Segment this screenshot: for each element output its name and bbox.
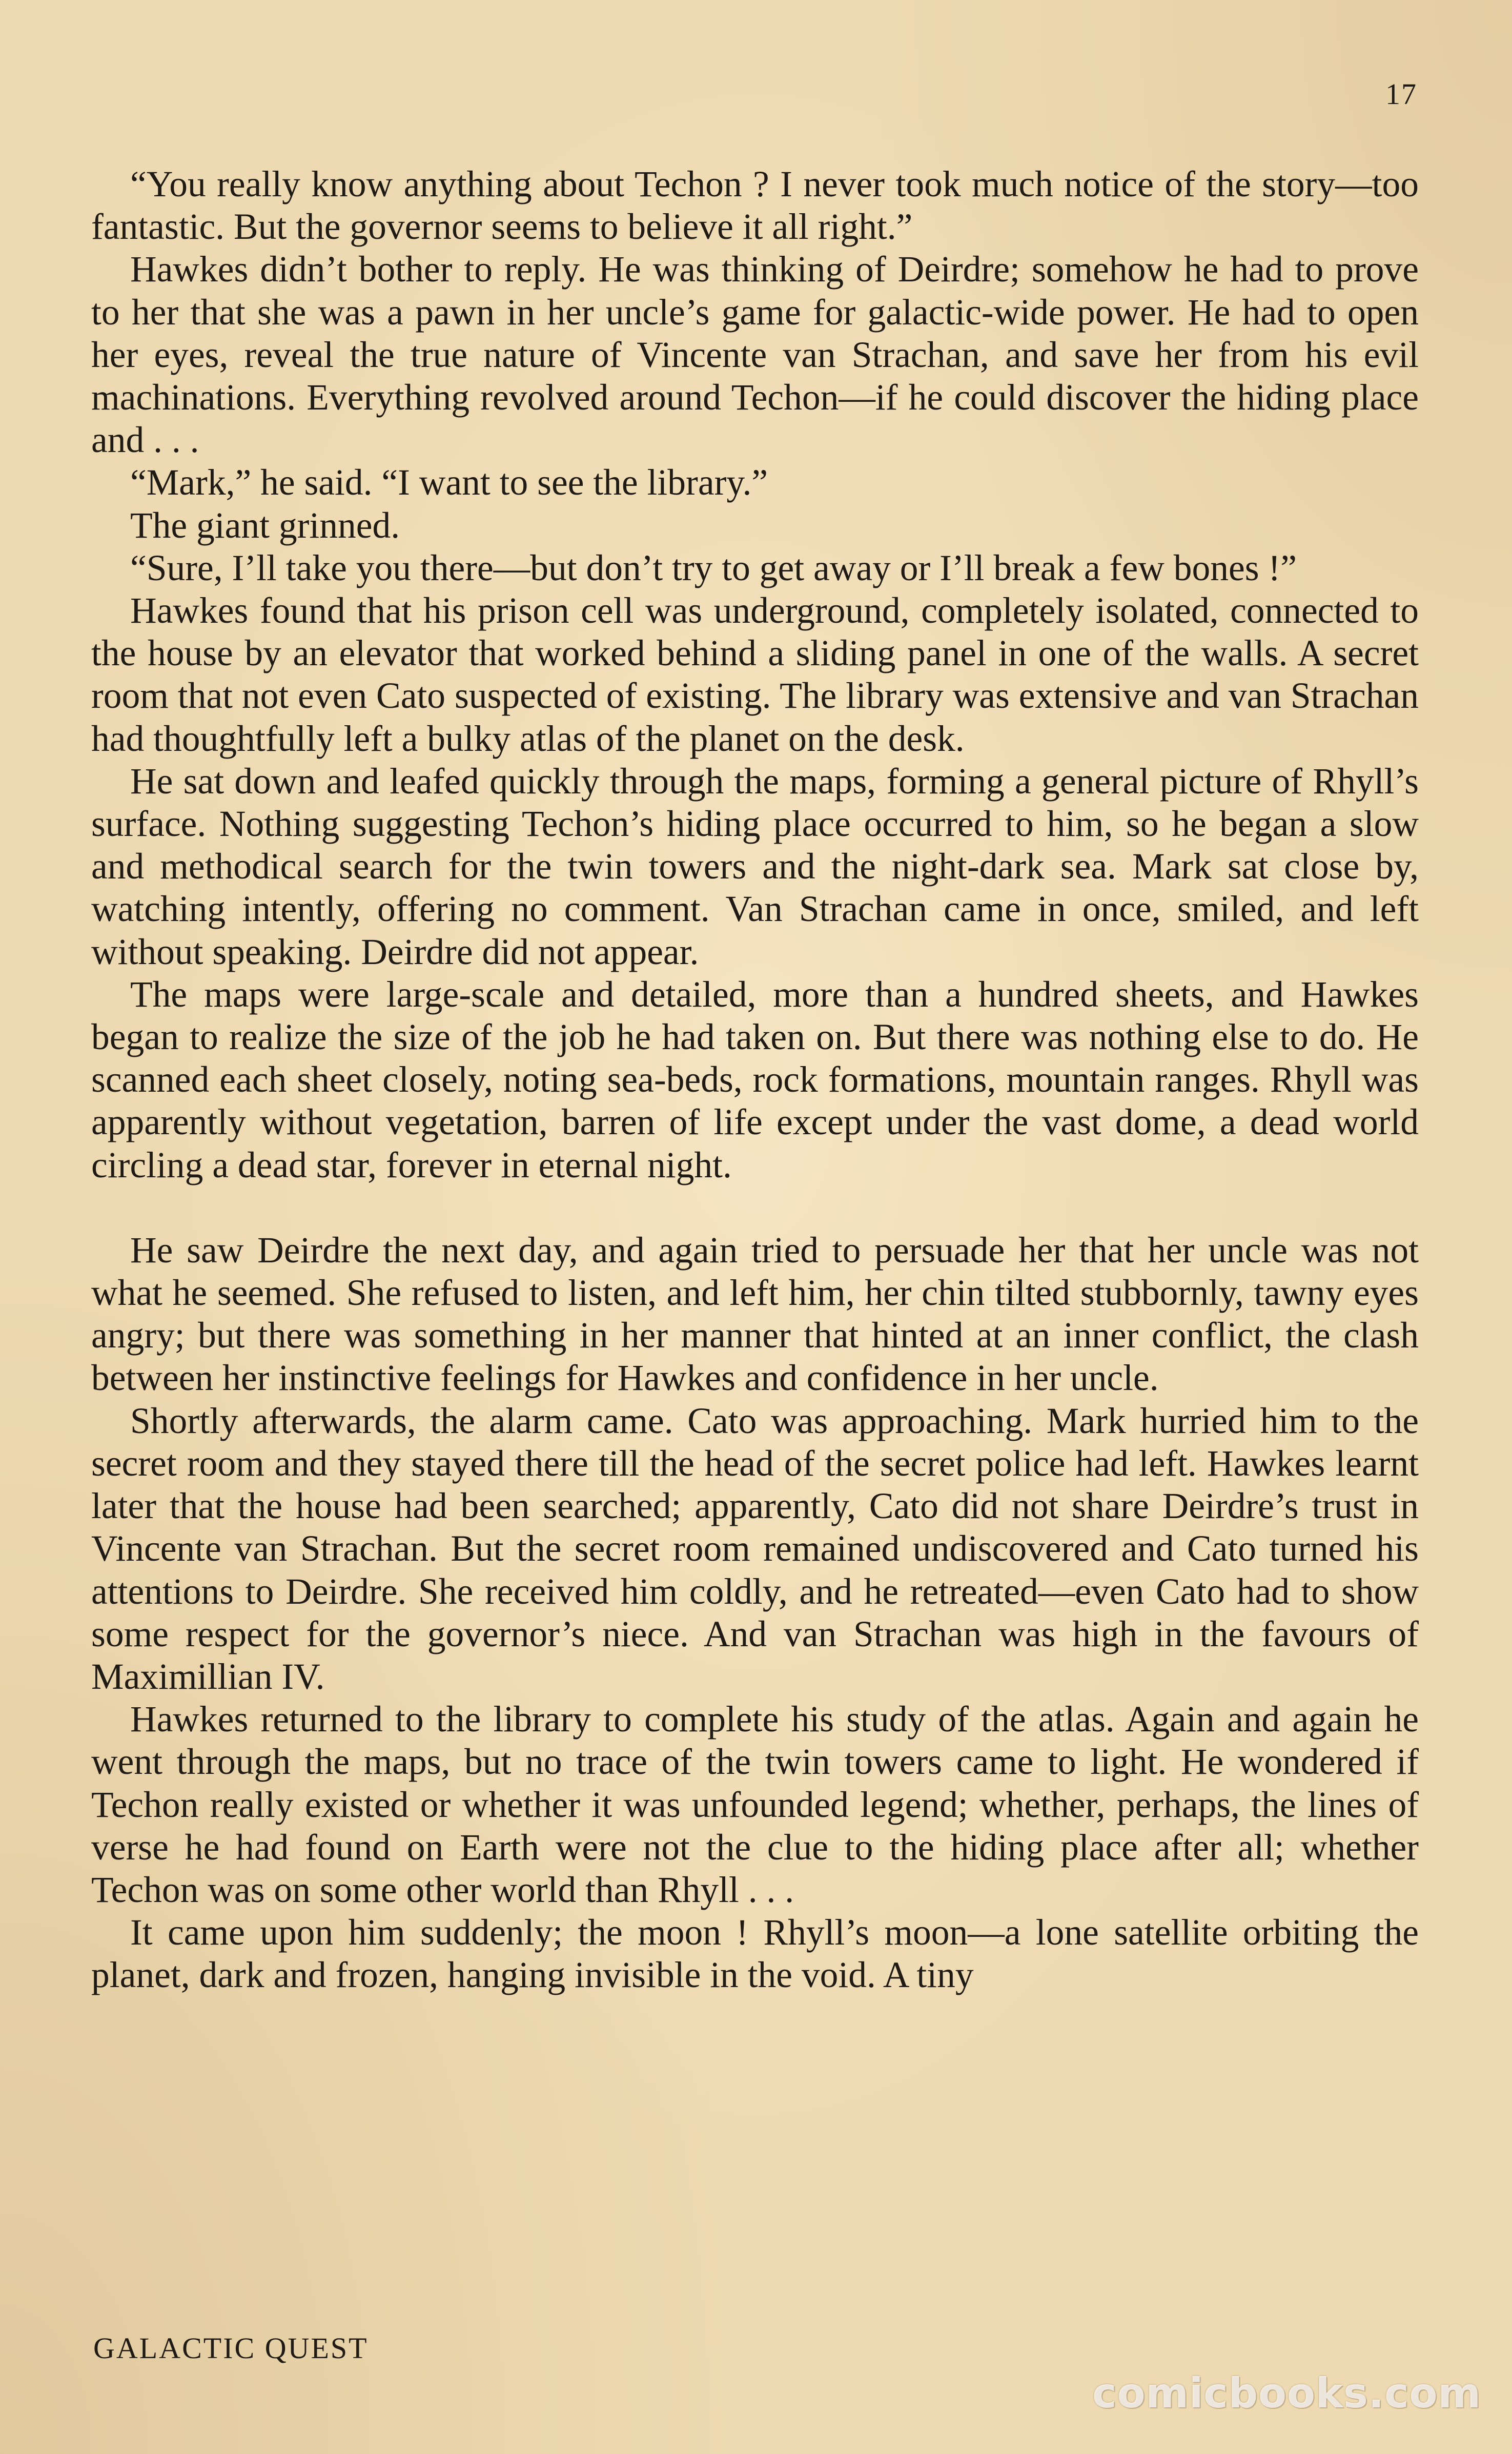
paragraph: Hawkes returned to the library to complete his study of the atlas. Again and again he went through the maps, but no trace of the twin towers came to light. He wondered if Techon really existed or whether it was unfounded legend; whether, perhaps, the lines of verse he had found on Earth were not the clue to the hiding place after all; whether Techon was on some other world than Rhyll . . . <box>91 1699 1419 1910</box>
paragraph: The maps were large-scale and detailed, more than a hundred sheets, and Hawkes began to realize the size of the job he had taken on. But there was nothing else to do. He scanned each sheet closely, noting sea-beds, rock formations, mountain ranges. Rhyll was apparently without vegetation, barren of life except under the vast dome, a dead world circling a dead star, forever in eternal night. <box>91 974 1419 1185</box>
paragraph: “Sure, I’ll take you there—but don’t try to get away or I’ll break a few bones !” <box>130 547 1297 588</box>
paragraph: Hawkes found that his prison cell was underground, completely isolated, connected to the house by an elevator that worked behind a sliding panel in one of the walls. A secret room that not even Cato suspected of existing. The library was extensive and van Strachan had thoughtfully left a bulky atlas of the planet on the desk. <box>91 590 1419 759</box>
paragraph: The giant grinned. <box>130 505 400 546</box>
paragraph: “Mark,” he said. “I want to see the library.” <box>130 462 768 503</box>
paragraph: Hawkes didn’t bother to reply. He was thinking of Deirdre; somehow he had to prove to her that she was a pawn in her uncle’s game for galactic-wide power. He had to open her eyes, reveal the true nature of Vincente van Strachan, and save her from his evil machinations. Everything revolved around Techon—if he could discover the hiding place and . . . <box>91 249 1419 461</box>
site-watermark: comicbooks.com <box>1092 2369 1481 2417</box>
paragraph: “You really know anything about Techon ? I never took much notice of the story—too fantastic. But the governor seems to believe it all right.” <box>91 164 1419 248</box>
page-number: 17 <box>1385 77 1417 111</box>
paragraph: Shortly afterwards, the alarm came. Cato was approaching. Mark hurried him to the secret room and they stayed there till the head of the secret police had left. Hawkes learnt later that the house had been searched; apparently, Cato did not share Deirdre’s trust in Vincente van Strachan. But the secret room remained undiscovered and Cato turned his attentions to Deirdre. She received him coldly, and he retreated—even Cato had to show some respect for the governor’s niece. And van Strachan was high in the favours of Maximillian IV. <box>91 1400 1419 1697</box>
story-text <box>91 163 1419 1997</box>
paragraph-section-start: He saw Deirdre the next day, and again tried to persuade her that her uncle was not what he seemed. She refused to listen, and left him, her chin tilted stubbornly, tawny eyes angry; but there was something in her manner that hinted at an inner conflict, the clash between her instinctive feelings for Hawkes and confidence in her uncle. <box>91 1230 1419 1399</box>
paragraph: He sat down and leafed quickly through the maps, forming a general picture of Rhyll’s surface. Nothing suggesting Techon’s hiding place occurred to him, so he began a slow and methodical search for the twin towers and the night-dark sea. Mark sat close by, watching intently, offering no comment. Van Strachan came in once, smiled, and left without speaking. Deirdre did not appear. <box>91 761 1419 972</box>
paragraph: It came upon him suddenly; the moon ! Rhyll’s moon—a lone satellite orbiting the planet, dark and frozen, hanging invisible in the void. A tiny <box>91 1912 1419 1996</box>
running-footer-title: GALACTIC QUEST <box>93 2332 369 2365</box>
